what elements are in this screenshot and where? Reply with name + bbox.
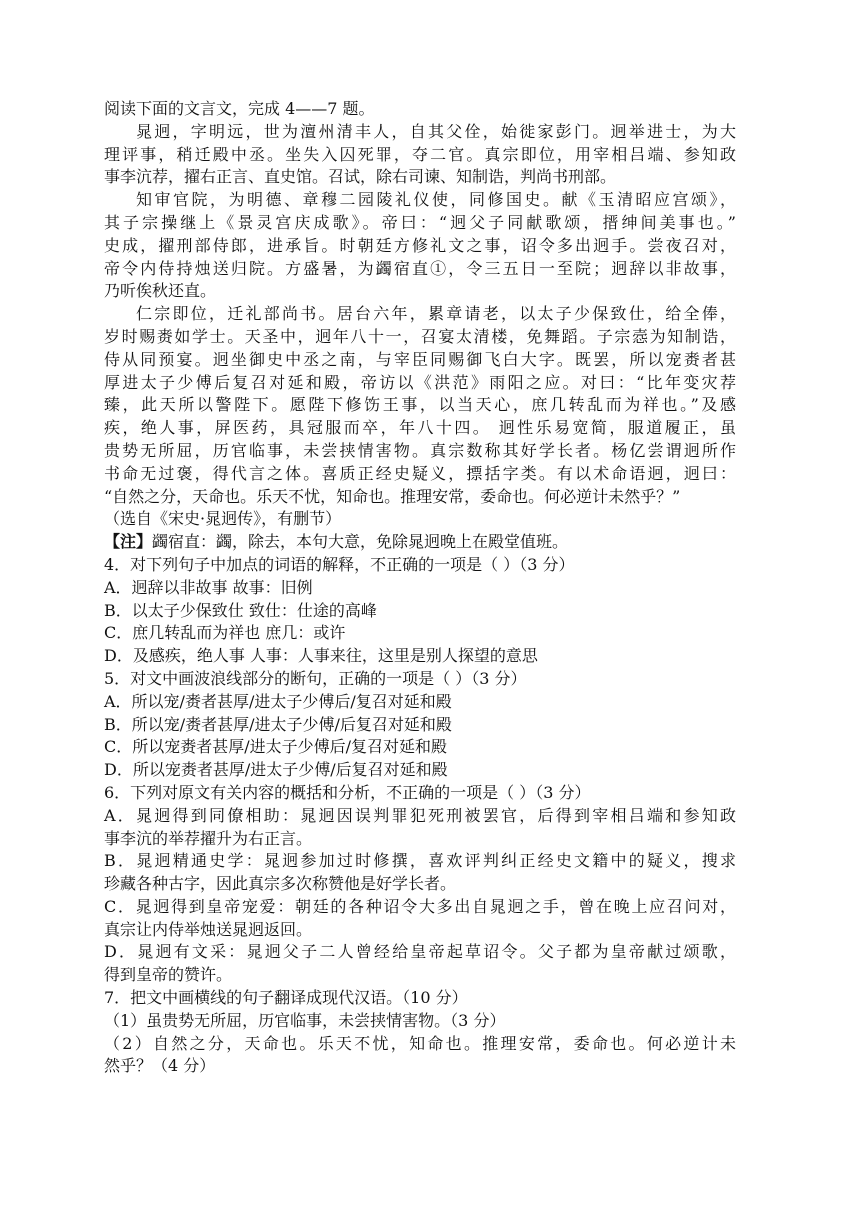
question-5-option-c: C．所以宠赉者甚厚/进太子少傅后/复召对延和殿: [104, 737, 448, 757]
question-6-option-d-cont: 得到皇帝的赞许。: [104, 965, 233, 985]
question-5-option-a: A．所以宠/赉者甚厚/进太子少傅后/复召对延和殿: [104, 691, 452, 711]
passage-line: 史成，擢刑部侍郎，进承旨。时朝廷方修礼文之事，诏令多出迥手。尝夜召对，: [104, 235, 736, 255]
passage-line: 帝令内侍持烛送归院。方盛暑，为蠲宿直①，令三五日一至院；迥辞以非故事，: [104, 258, 736, 278]
question-6-option-d: D．晁迥有文采：晁迥父子二人曾经给皇帝起草诏令。父子都为皇帝献过颂歌，: [104, 942, 736, 962]
passage-line: 仁宗即位，迁礼部尚书。居台六年，累章请老，以太子少保致仕，给全俸，: [136, 304, 736, 324]
question-6-option-a-cont: 事李沆的举荐擢升为右正言。: [104, 828, 313, 848]
passage-line: 乃听俟秋还直。: [104, 281, 217, 301]
passage-line: 事李沆荐，擢右正言、直史馆。召试，除右司谏、知制诰，判尚书刑部。: [104, 167, 617, 187]
question-6-option-c: C．晁迥得到皇帝宠爱：朝廷的各种诏令大多出自晁迥之手，曾在晚上应召问对，: [104, 896, 736, 916]
question-4-option-a: A．迥辞以非故事 故事：旧例: [104, 577, 313, 597]
note-text: 蠲宿直：蠲，除去，本句大意，免除晁迥晚上在殿堂值班。: [152, 532, 569, 552]
question-6-option-a: A．晁迥得到同僚相助：晁迥因误判罪犯死刑被罢官，后得到宰相吕端和参知政: [104, 805, 736, 825]
question-4-option-c: C．庶几转乱而为祥也 庶几：或许: [104, 623, 346, 643]
question-4-stem: 4．对下列句子中加点的词语的解释，不正确的一项是（ ）（3 分）: [104, 554, 575, 574]
question-6-stem: 6．下列对原文有关内容的概括和分析，不正确的一项是（ ）（3 分）: [104, 782, 591, 802]
question-7-item-2: （2）自然之分，天命也。乐天不忧，知命也。推理安常，委命也。何必逆计未: [104, 1033, 736, 1053]
question-6-option-c-cont: 真宗让内侍举烛送晁迥返回。: [104, 919, 313, 939]
question-4-option-b: B．以太子少保致仕 致仕：仕途的高峰: [104, 600, 377, 620]
question-6-option-b: B．晁迥精通史学：晁迥参加过时修撰，喜欢评判纠正经史文籍中的疑义，搜求: [104, 851, 736, 871]
question-5-stem: 5．对文中画波浪线部分的断句，正确的一项是（ ）（3 分）: [104, 668, 527, 688]
exam-document: [104, 98, 736, 1078]
question-7-item-2-cont: 然乎？（4 分）: [104, 1056, 216, 1076]
question-5-option-b: B．所以宠/赉者甚厚/进太子少傅/后复召对延和殿: [104, 714, 452, 734]
passage-line: 其子宗操继上《景灵宫庆成歌》。帝曰：“迥父子同献歌颂，搢绅间美事也。”: [104, 212, 736, 232]
question-7-stem: 7．把文中画横线的句子翻译成现代汉语。（10 分）: [104, 988, 468, 1008]
question-7-item-1: （1）虽贵势无所屈，历官临事，未尝挟情害物。（3 分）: [104, 1010, 506, 1030]
passage-line: 厚进太子少傅后复召对延和殿，帝访以《洪范》雨阳之应。对曰：“比年变灾荐: [104, 372, 736, 392]
note-label: 【注】: [104, 532, 153, 552]
passage-line: 理评事，稍迁殿中丞。坐失入囚死罪，夺二官。真宗即位，用宰相吕端、参知政: [104, 144, 736, 164]
passage-line: 知审官院，为明德、章穆二园陵礼仪使，同修国史。献《玉清昭应宫颂》，: [136, 190, 736, 210]
passage-source: （选自《宋史·晁迥传》，有删节）: [104, 509, 342, 529]
passage-line: 臻，此天所以警陛下。愿陛下修饬王事，以当天心，庶几转乱而为祥也。”及感: [104, 395, 736, 415]
annotation-note: [104, 531, 736, 554]
question-6-option-b-cont: 珍藏各种古字，因此真宗多次称赞他是好学长者。: [104, 874, 457, 894]
passage-line: 疾，绝人事，屏医药，具冠服而卒，年八十四。 迥性乐易宽简，服道履正，虽: [104, 418, 736, 438]
passage-line: 侍从同预宴。迥坐御史中丞之南，与宰臣同赐御飞白大字。既罢，所以宠赉者甚: [104, 349, 736, 369]
passage-line: 书命无过褒，得代言之体。喜质正经史疑义，摽括字类。有以术命语迥，迥曰：: [104, 463, 736, 483]
question-4-option-d: D．及感疾，绝人事 人事：人事来往，这里是别人探望的意思: [104, 646, 538, 666]
passage-line: 贵势无所屈，历官临事，未尝挟情害物。真宗数称其好学长者。杨亿尝谓迥所作: [104, 440, 736, 460]
passage-line: 晁迥，字明远，世为澶州清丰人，自其父佺，始徙家彭门。迥举进士，为大: [136, 121, 736, 141]
question-5-option-d: D．所以宠赉者甚厚/进太子少傅/后复召对延和殿: [104, 760, 448, 780]
intro-line: 阅读下面的文言文，完成 4——7 题。: [104, 99, 375, 118]
passage-line: “自然之分，天命也。乐天不忧，知命也。推理安常，委命也。何必逆计未然乎？”: [104, 486, 681, 506]
passage-line: 岁时赐赉如学士。天圣中，迥年八十一，召宴太清楼，免舞蹈。子宗悫为知制诰，: [104, 326, 736, 346]
